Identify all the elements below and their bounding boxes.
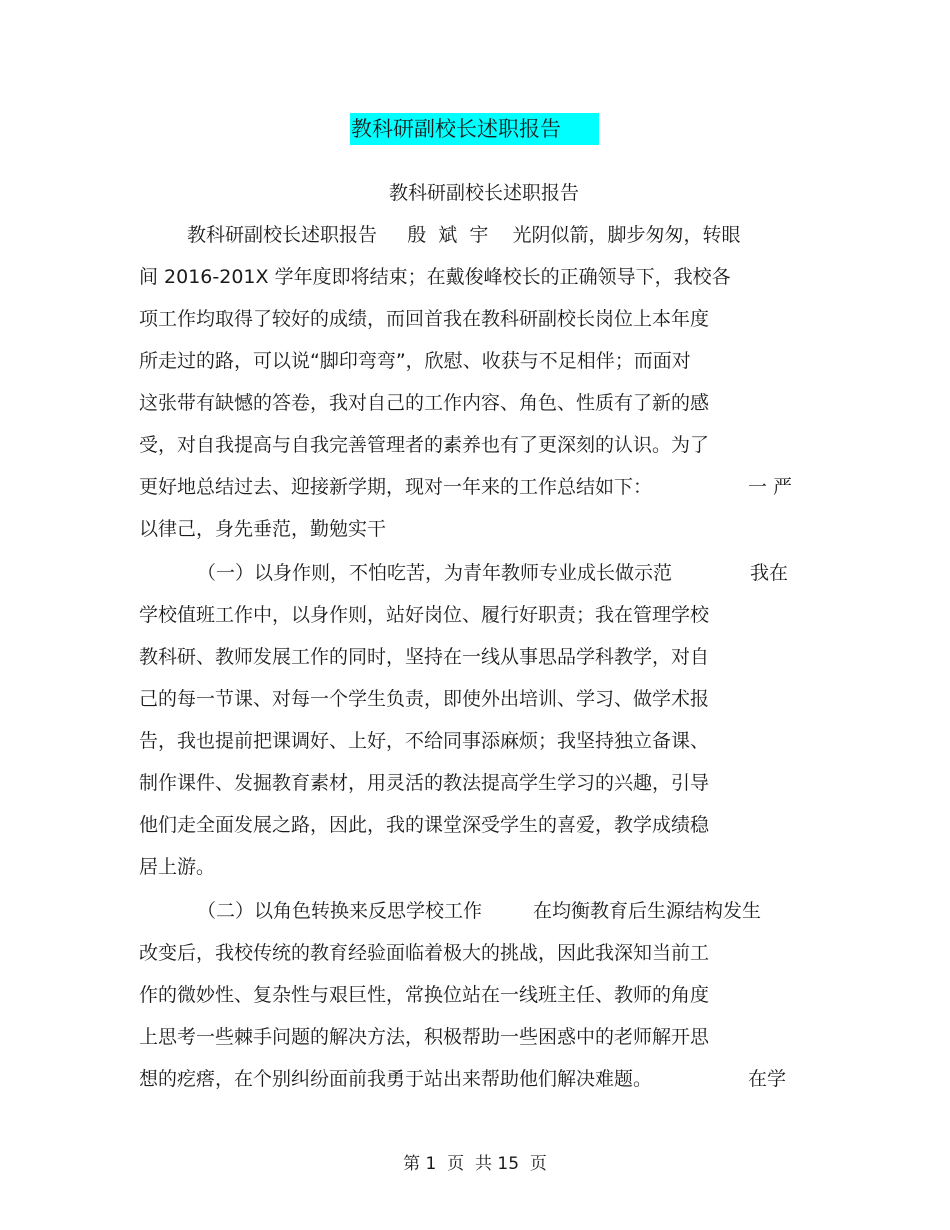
body-line: 在均衡教育后生源结构发生 (533, 900, 762, 922)
body-line: 作的微妙性、复杂性与艰巨性，常换位站在一线班主任、教师的角度 (139, 984, 710, 1006)
body-line: 教科研副校长述职报告 殷 斌 宇 光阴似箭，脚步匆匆，转眼 (187, 224, 741, 246)
document-subtitle: 教科研副校长述职报告 (388, 182, 579, 204)
body-line: 改变后，我校传统的教育经验面临着极大的挑战，因此我深知当前工 (139, 942, 710, 964)
body-line: 想的疙瘩，在个别纠纷面前我勇于站出来帮助他们解决难题。 (139, 1068, 653, 1090)
page-footer: 第 1 页 共 15 页 (403, 1154, 547, 1174)
body-line: 一 严 (748, 476, 793, 498)
body-line: 我在 (750, 562, 789, 584)
body-line: 这张带有缺憾的答卷，我对自己的工作内容、角色、性质有了新的感 (139, 392, 710, 414)
section-heading: （二）以角色转换来反思学校工作 (197, 900, 483, 922)
body-line: 在学 (748, 1068, 787, 1090)
body-line: 告，我也提前把课调好、上好，不给同事添麻烦；我坚持独立备课、 (139, 730, 710, 752)
body-line: 己的每一节课、对每一个学生负责，即使外出培训、学习、做学术报 (139, 688, 710, 710)
body-line: 制作课件、发掘教育素材，用灵活的教法提高学生学习的兴趣，引导 (139, 772, 710, 794)
body-line: 他们走全面发展之路，因此，我的课堂深受学生的喜爱，教学成绩稳 (139, 814, 710, 836)
body-line: 所走过的路，可以说“脚印弯弯”，欣慰、收获与不足相伴；而面对 (139, 350, 691, 372)
body-line: 学校值班工作中，以身作则，站好岗位、履行好职责；我在管理学校 (139, 604, 710, 626)
body-line: 更好地总结过去、迎接新学期，现对一年来的工作总结如下： (139, 476, 653, 498)
highlighted-title: 教科研副校长述职报告 (350, 113, 599, 145)
body-line: 项工作均取得了较好的成绩，而回首我在教科研副校长岗位上本年度 (139, 308, 710, 330)
body-line: 受，对自我提高与自我完善管理者的素养也有了更深刻的认识。为了 (139, 434, 710, 456)
body-line: 教科研、教师发展工作的同时，坚持在一线从事思品学科教学，对自 (139, 646, 710, 668)
body-line: 居上游。 (139, 856, 216, 878)
section-heading: （一）以身作则，不怕吃苦，为青年教师专业成长做示范 (197, 562, 673, 584)
body-line: 以律己，身先垂范，勤勉实干 (139, 518, 387, 540)
body-line: 间 2016-201X 学年度即将结束；在戴俊峰校长的正确领导下，我校各 (139, 266, 731, 288)
body-line: 上思考一些棘手问题的解决方法，积极帮助一些困惑中的老师解开思 (139, 1026, 710, 1048)
